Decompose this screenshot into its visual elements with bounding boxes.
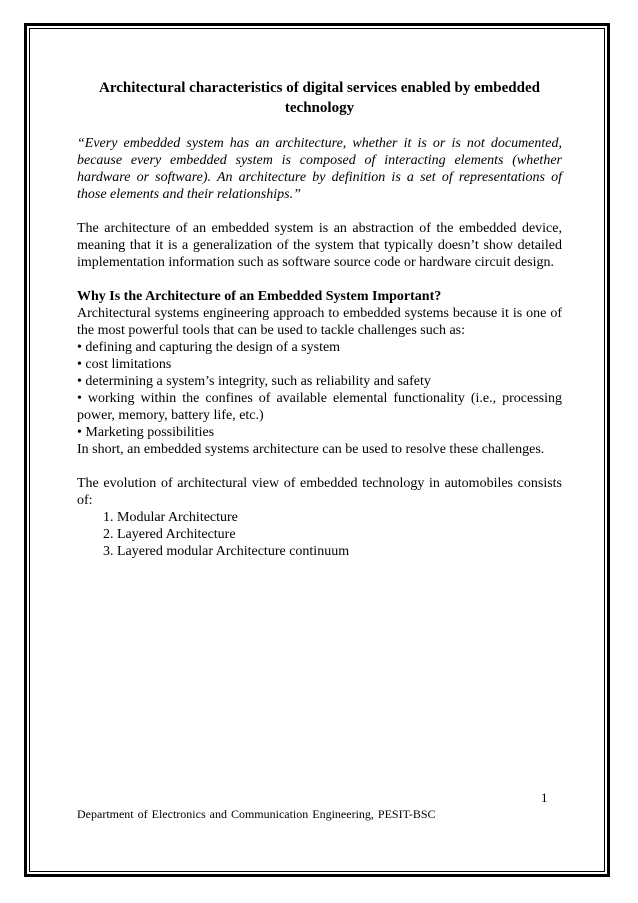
document-title: Architectural characteristics of digital services enabled by embedded technology xyxy=(99,80,540,116)
bullet-item: • working within the confines of available elemental functionality (i.e., processing power, memory, battery life, etc.) xyxy=(77,391,562,423)
evolution-intro-paragraph: The evolution of architectural view of embedded technology in automobiles consists of: xyxy=(77,476,562,508)
bullet-item: • determining a system’s integrity, such as reliability and safety xyxy=(77,374,431,389)
summary-paragraph: In short, an embedded systems architecture can be used to resolve these challenges. xyxy=(77,442,545,457)
section-intro-paragraph: Architectural systems engineering approach to embedded systems because it is one of the most powerful tools that can be used to tackle challenges such as: xyxy=(77,306,562,338)
evolution-list-item: 3. Layered modular Architecture continuum xyxy=(117,543,562,560)
evolution-list-item: 1. Modular Architecture xyxy=(117,509,562,526)
evolution-list-item: 2. Layered Architecture xyxy=(117,526,562,543)
page-number: 1 xyxy=(541,790,548,805)
bullet-item: • Marketing possibilities xyxy=(77,425,215,440)
evolution-list xyxy=(77,509,562,560)
bullet-item: • defining and capturing the design of a system xyxy=(77,340,341,355)
intro-paragraph: The architecture of an embedded system is an abstraction of the embedded device, meaning that it is a generalization of the system that typically doesn’t show detailed implementation information such as software source code or hardware circuit design. xyxy=(77,221,562,270)
quote-paragraph: “Every embedded system has an architecture, whether it is or is not documented, because every embedded system is composed of interacting elements (whether hardware or software). An architecture by definition is a set of representations of those elements and their relationships.” xyxy=(77,136,562,202)
bullet-item: • cost limitations xyxy=(77,357,172,372)
section-heading: Why Is the Architecture of an Embedded System Important? xyxy=(77,289,442,304)
page-footer: Department of Electronics and Communication Engineering, PESIT-BSC xyxy=(77,807,436,821)
document-body xyxy=(77,78,562,560)
